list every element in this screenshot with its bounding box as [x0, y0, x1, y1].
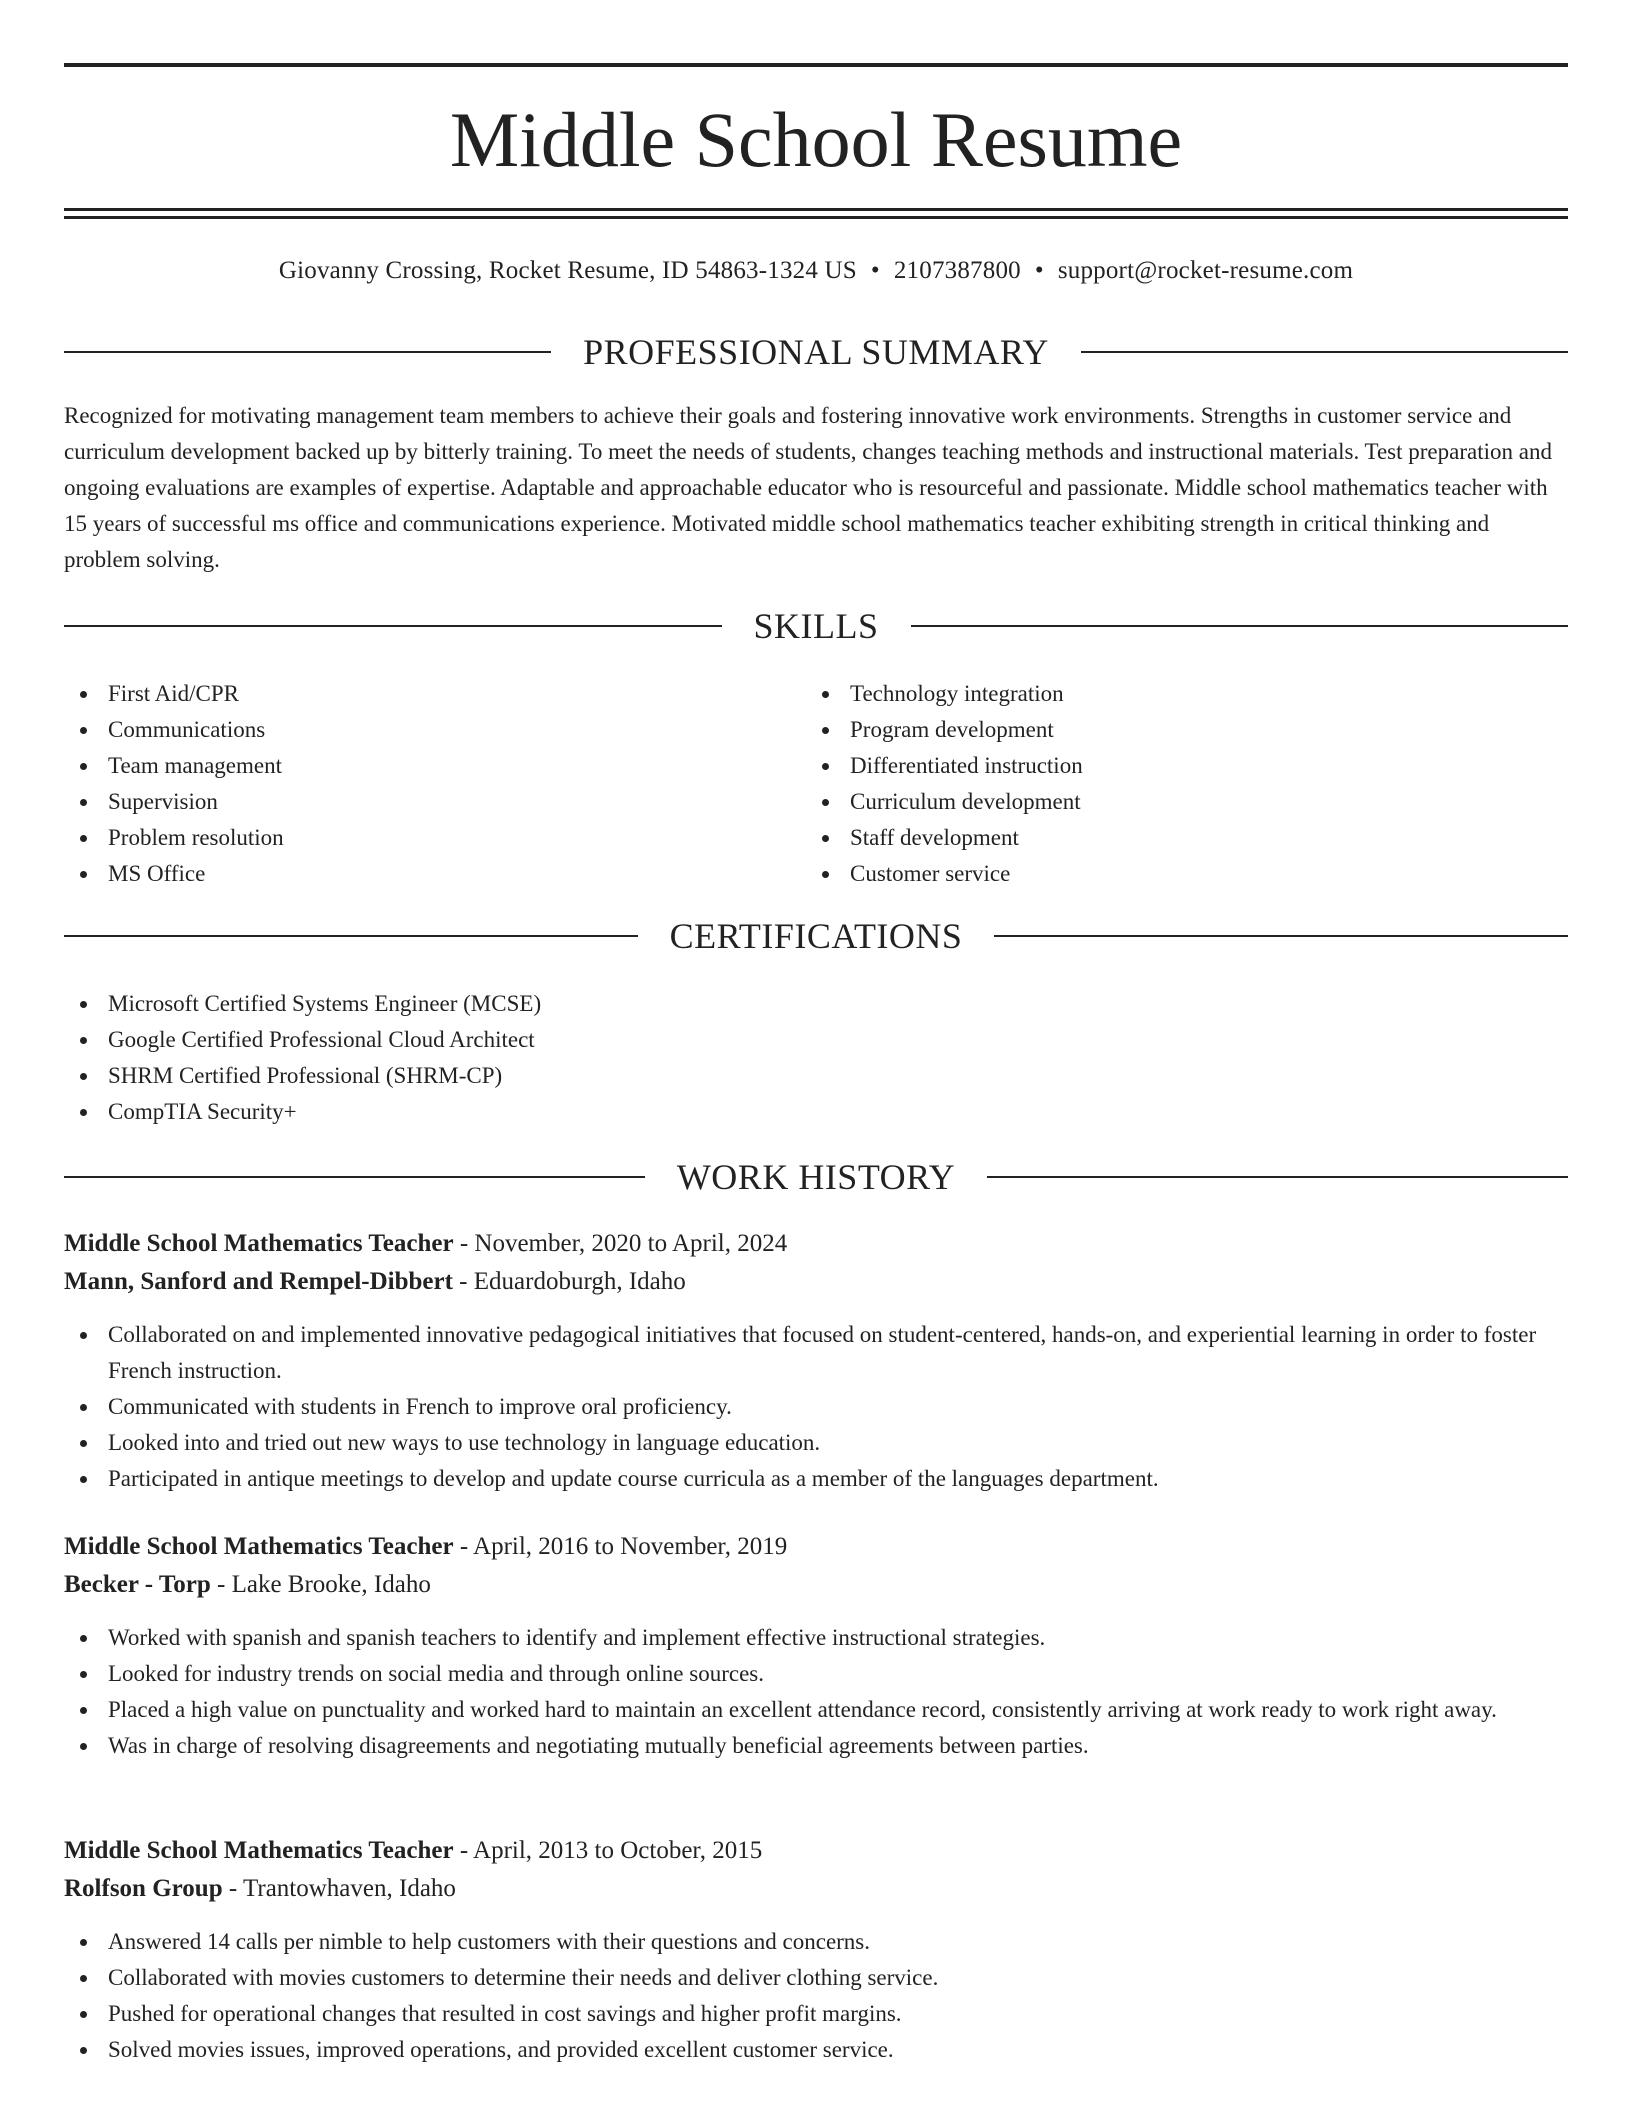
job-entry — [64, 1832, 1568, 2068]
job-company-line — [64, 1566, 1568, 1604]
job-company-line — [64, 1870, 1568, 1908]
job-role-line — [64, 1528, 1568, 1566]
certification-item: Microsoft Certified Systems Engineer (MCSE) — [64, 986, 1568, 1022]
skill-item: Staff development — [806, 820, 1506, 856]
job-title: Middle School Mathematics Teacher — [64, 1533, 454, 1560]
job-bullets — [64, 1924, 1568, 2068]
certification-item: Google Certified Professional Cloud Architect — [64, 1022, 1568, 1058]
section-title: WORK HISTORY — [676, 1157, 956, 1197]
skill-item: Supervision — [64, 784, 764, 820]
job-bullet: Communicated with students in French to improve oral proficiency. — [64, 1389, 1568, 1425]
job-dates: - April, 2013 to October, 2015 — [453, 1837, 763, 1864]
job-bullet: Collaborated on and implemented innovative pedagogical initiatives that focused on student-centered, hands-on, and experiential learning in order to foster French instruction. — [64, 1317, 1568, 1389]
heading-rule-right — [987, 1176, 1568, 1178]
section-heading-summary — [64, 330, 1568, 374]
job-company: Becker - Torp — [64, 1571, 211, 1598]
job-location: - Lake Brooke, Idaho — [210, 1571, 431, 1598]
resume-title: Middle School Resume — [449, 96, 1183, 183]
heading-rule-right — [994, 935, 1568, 937]
summary-text: Recognized for motivating management team members to achieve their goals and fostering innovative work environments. Strengths in customer service and curriculum development backed up by bitterly training. To meet the needs of students, changes teaching methods and instructional materials. Test preparation and ongoing evaluations are examples of expertise. Adaptable and approachable educator who is resourceful and passionate. Middle school mathematics teacher with 15 years of successful ms office and communications experience. Motivated middle school mathematics teacher exhibiting strength in critical thinking and problem solving. — [64, 403, 1552, 572]
skill-item: Differentiated instruction — [806, 748, 1506, 784]
heading-rule-right — [911, 625, 1569, 627]
job-bullet: Looked into and tried out new ways to use technology in language education. — [64, 1425, 1568, 1461]
section-title: CERTIFICATIONS — [669, 916, 963, 956]
title-rule-lower — [64, 216, 1568, 219]
contact-phone: 2107387800 — [893, 257, 1021, 284]
job-title: Middle School Mathematics Teacher — [64, 1837, 454, 1864]
contact-email: support@rocket-resume.com — [1057, 257, 1354, 284]
job-bullet: Placed a high value on punctuality and worked hard to maintain an excellent attendance record, consistently arriving at work ready to work right away. — [64, 1692, 1568, 1728]
job-location: - Eduardoburgh, Idaho — [452, 1268, 686, 1295]
heading-rule-left — [64, 935, 638, 937]
title-rule-upper — [64, 208, 1568, 211]
job-bullet: Was in charge of resolving disagreements and negotiating mutually beneficial agreements between parties. — [64, 1728, 1568, 1764]
heading-rule-left — [64, 351, 551, 353]
job-dates: - November, 2020 to April, 2024 — [453, 1230, 788, 1257]
job-entry — [64, 1528, 1568, 1764]
heading-rule-left — [64, 1176, 645, 1178]
section-title: SKILLS — [753, 606, 879, 646]
certifications-list — [64, 986, 1568, 1130]
section-heading-certifications — [64, 914, 1568, 958]
skill-item: Team management — [64, 748, 764, 784]
skill-item: Communications — [64, 712, 764, 748]
skills-list-left — [64, 676, 764, 892]
section-title: PROFESSIONAL SUMMARY — [583, 332, 1049, 372]
job-bullet: Worked with spanish and spanish teachers to identify and implement effective instructional strategies. — [64, 1620, 1568, 1656]
skill-item: MS Office — [64, 856, 764, 892]
job-company: Rolfson Group — [64, 1875, 223, 1902]
job-bullet: Answered 14 calls per nimble to help customers with their questions and concerns. — [64, 1924, 1568, 1960]
skills-list-right — [806, 676, 1506, 892]
job-title: Middle School Mathematics Teacher — [64, 1230, 454, 1257]
job-bullet: Looked for industry trends on social media and through online sources. — [64, 1656, 1568, 1692]
job-entry — [64, 1225, 1568, 1497]
job-role-line — [64, 1225, 1568, 1263]
job-role-line — [64, 1832, 1568, 1870]
job-bullet: Collaborated with movies customers to determine their needs and deliver clothing service. — [64, 1960, 1568, 1996]
job-location: - Trantowhaven, Idaho — [222, 1875, 456, 1902]
skill-item: Technology integration — [806, 676, 1506, 712]
contact-address: Giovanny Crossing, Rocket Resume, ID 54863-1324 US — [278, 257, 857, 284]
contact-line — [64, 255, 1568, 287]
job-bullet: Solved movies issues, improved operations, and provided excellent customer service. — [64, 2032, 1568, 2068]
skill-item: Customer service — [806, 856, 1506, 892]
heading-rule-right — [1081, 351, 1568, 353]
job-dates: - April, 2016 to November, 2019 — [453, 1533, 788, 1560]
skill-item: Problem resolution — [64, 820, 764, 856]
job-bullets — [64, 1620, 1568, 1764]
contact-separator: • — [1034, 257, 1044, 284]
job-bullet: Participated in antique meetings to develop and update course curricula as a member of the languages department. — [64, 1461, 1568, 1497]
certification-item: CompTIA Security+ — [64, 1094, 1568, 1130]
job-bullet: Pushed for operational changes that resulted in cost savings and higher profit margins. — [64, 1996, 1568, 2032]
skill-item: Program development — [806, 712, 1506, 748]
contact-separator: • — [870, 257, 880, 284]
certification-item: SHRM Certified Professional (SHRM-CP) — [64, 1058, 1568, 1094]
job-company-line — [64, 1263, 1568, 1301]
heading-rule-left — [64, 625, 722, 627]
skill-item: Curriculum development — [806, 784, 1506, 820]
section-heading-work-history — [64, 1155, 1568, 1199]
job-bullets — [64, 1317, 1568, 1497]
skill-item: First Aid/CPR — [64, 676, 764, 712]
job-company: Mann, Sanford and Rempel-Dibbert — [64, 1268, 453, 1295]
section-heading-skills — [64, 604, 1568, 648]
top-rule — [64, 63, 1568, 67]
